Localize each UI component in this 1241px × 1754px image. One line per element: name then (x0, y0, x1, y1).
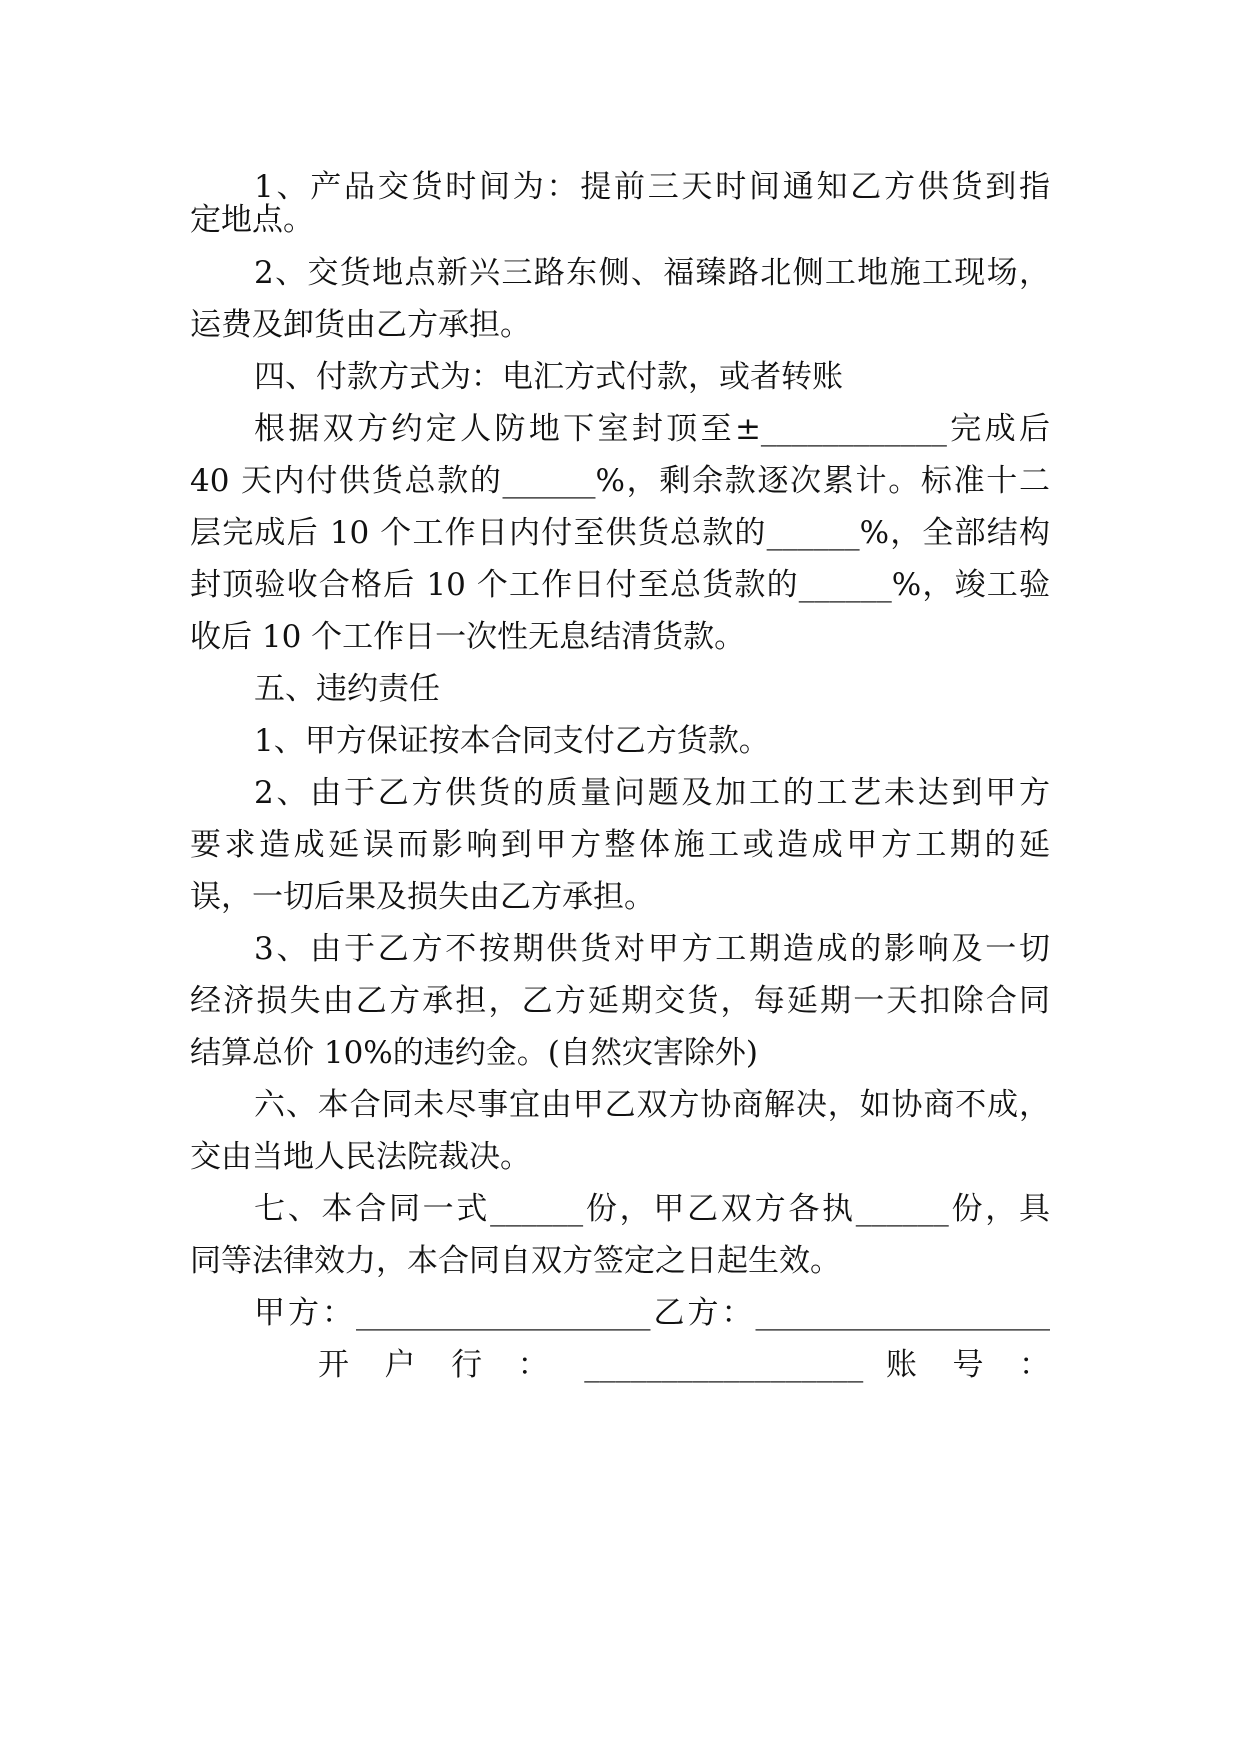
text-line: 3、由于乙方不按期供货对甲方工期造成的影响及一切 (254, 931, 1050, 967)
text-line: 层完成后 10 个工作日内付至供货总款的______%，全部结构 (190, 515, 1050, 551)
text-line: 运费及卸货由乙方承担。 (190, 307, 531, 343)
text-line: 收后 10 个工作日一次性无息结清货款。 (190, 619, 746, 655)
text-line: 封顶验收合格后 10 个工作日付至总货款的______%，竣工验 (190, 567, 1050, 603)
text-line: 六、本合同未尽事宜由甲乙双方协商解决，如协商不成， (254, 1087, 1050, 1123)
text-line: 40 天内付供货总款的______%，剩余款逐次累计。标准十二 (190, 463, 1050, 499)
text-line: 2、交货地点新兴三路东侧、福臻路北侧工地施工现场， (254, 255, 1050, 291)
text-line: 误，一切后果及损失由乙方承担。 (190, 879, 655, 915)
text-line: 定地点。 (190, 202, 314, 238)
text-line: 结算总价 10%的违约金。(自然灾害除外) (190, 1035, 758, 1071)
text-line: 1、甲方保证按本合同支付乙方货款。 (254, 723, 770, 759)
signature-line: 甲方：___________________乙方：___________________ (254, 1295, 1050, 1331)
bank-account-line: 开 户 行 ： __________________ 账 号 ： (318, 1347, 1050, 1383)
text-line: 2、由于乙方供货的质量问题及加工的工艺未达到甲方 (254, 775, 1050, 811)
text-line: 七、本合同一式______份，甲乙双方各执______份，具 (254, 1191, 1050, 1227)
section-heading: 四、付款方式为：电汇方式付款，或者转账 (254, 359, 843, 395)
text-line: 1、产品交货时间为：提前三天时间通知乙方供货到指 (254, 169, 1050, 205)
text-line: 根据双方约定人防地下室封顶至±____________完成后 (254, 411, 1050, 447)
text-line: 同等法律效力，本合同自双方签定之日起生效。 (190, 1243, 841, 1279)
text-line: 要求造成延误而影响到甲方整体施工或造成甲方工期的延 (190, 827, 1050, 863)
section-heading: 五、违约责任 (254, 671, 440, 707)
text-line: 经济损失由乙方承担，乙方延期交货，每延期一天扣除合同 (190, 983, 1050, 1019)
text-line: 交由当地人民法院裁决。 (190, 1139, 531, 1175)
